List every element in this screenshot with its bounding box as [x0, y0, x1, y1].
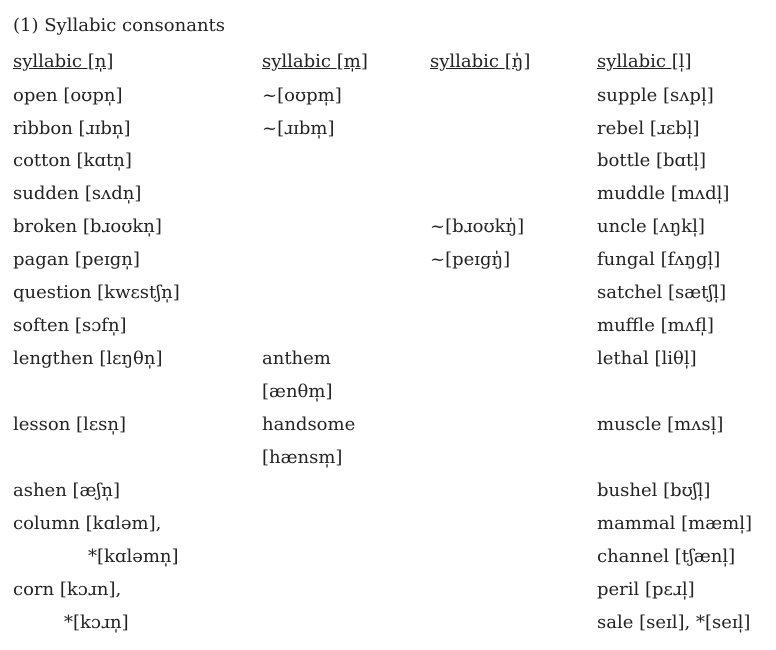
table-cell-syllabic-l: uncle [ʌŋkl̩]: [597, 216, 705, 237]
table-cell-syllabic-n: ribbon [ɹɪbn̩]: [13, 118, 131, 139]
table-cell-syllabic-n: lengthen [lɛŋθn̩]: [13, 348, 163, 369]
table-cell-syllabic-l: peril [pɛɹl̩]: [597, 579, 695, 600]
table-cell-syllabic-l: fungal [fʌŋgl̩]: [597, 249, 721, 270]
table-cell-syllabic-n: broken [bɹoʊkn̩]: [13, 216, 162, 237]
table-cell-syllabic-l: sale [seɪl], *[seɪl̩]: [597, 612, 751, 633]
table-cell-syllabic-n: pagan [peɪgn̩]: [13, 249, 140, 270]
table-cell-syllabic-n: *[kɔɹn̩]: [64, 612, 129, 633]
table-cell-syllabic-l: muscle [mʌsl̩]: [597, 414, 724, 435]
example-title: (1) Syllabic consonants: [13, 15, 226, 36]
table-cell-syllabic-n: corn [kɔɹn],: [13, 579, 122, 600]
table-cell-syllabic-n: ashen [æʃn̩]: [13, 480, 120, 501]
column-header-syllabic-ng: syllabic [ŋ̍]: [430, 51, 531, 72]
column-header-syllabic-l: syllabic [l̩]: [597, 51, 692, 72]
table-cell-syllabic-n: open [oʊpn̩]: [13, 85, 123, 106]
table-cell-syllabic-n: lesson [lɛsn̩]: [13, 414, 126, 435]
table-cell-syllabic-l: muffle [mʌfl̩]: [597, 315, 714, 336]
table-cell-syllabic-l: mammal [mæml̩]: [597, 513, 753, 534]
table-cell-syllabic-l: lethal [liθl̩]: [597, 348, 697, 369]
table-cell-syllabic-m: [hænsm̩]: [262, 447, 343, 468]
table-cell-syllabic-l: muddle [mʌdl̩]: [597, 183, 730, 204]
table-cell-syllabic-n: question [kwɛstʃn̩]: [13, 282, 180, 303]
table-cell-syllabic-n: *[kɑləmn̩]: [88, 546, 179, 567]
table-cell-syllabic-n: cotton [kɑtn̩]: [13, 150, 132, 171]
table-cell-syllabic-m: anthem: [262, 348, 331, 369]
table-cell-syllabic-l: channel [tʃænl̩]: [597, 546, 736, 567]
table-cell-syllabic-m: ~[ɹɪbm̩]: [262, 118, 335, 139]
table-cell-syllabic-n: soften [sɔfn̩]: [13, 315, 127, 336]
column-header-syllabic-m: syllabic [m̩]: [262, 51, 368, 72]
table-cell-syllabic-l: bottle [bɑtl̩]: [597, 150, 707, 171]
table-cell-syllabic-ng: ~[peɪgŋ̍]: [430, 249, 511, 270]
table-cell-syllabic-l: rebel [ɹɛbl̩]: [597, 118, 700, 139]
table-cell-syllabic-m: ~[oʊpm̩]: [262, 85, 342, 106]
column-header-syllabic-n: syllabic [n̩]: [13, 51, 114, 72]
table-cell-syllabic-l: supple [sʌpl̩]: [597, 85, 714, 106]
table-cell-syllabic-ng: ~[bɹoʊkŋ̍]: [430, 216, 525, 237]
table-cell-syllabic-n: sudden [sʌdn̩]: [13, 183, 142, 204]
table-cell-syllabic-l: satchel [sætʃl̩]: [597, 282, 727, 303]
table-cell-syllabic-m: handsome: [262, 414, 356, 435]
table-cell-syllabic-m: [ænθm̩]: [262, 381, 333, 402]
table-cell-syllabic-n: column [kɑləm],: [13, 513, 162, 534]
table-cell-syllabic-l: bushel [bʊʃl̩]: [597, 480, 711, 501]
